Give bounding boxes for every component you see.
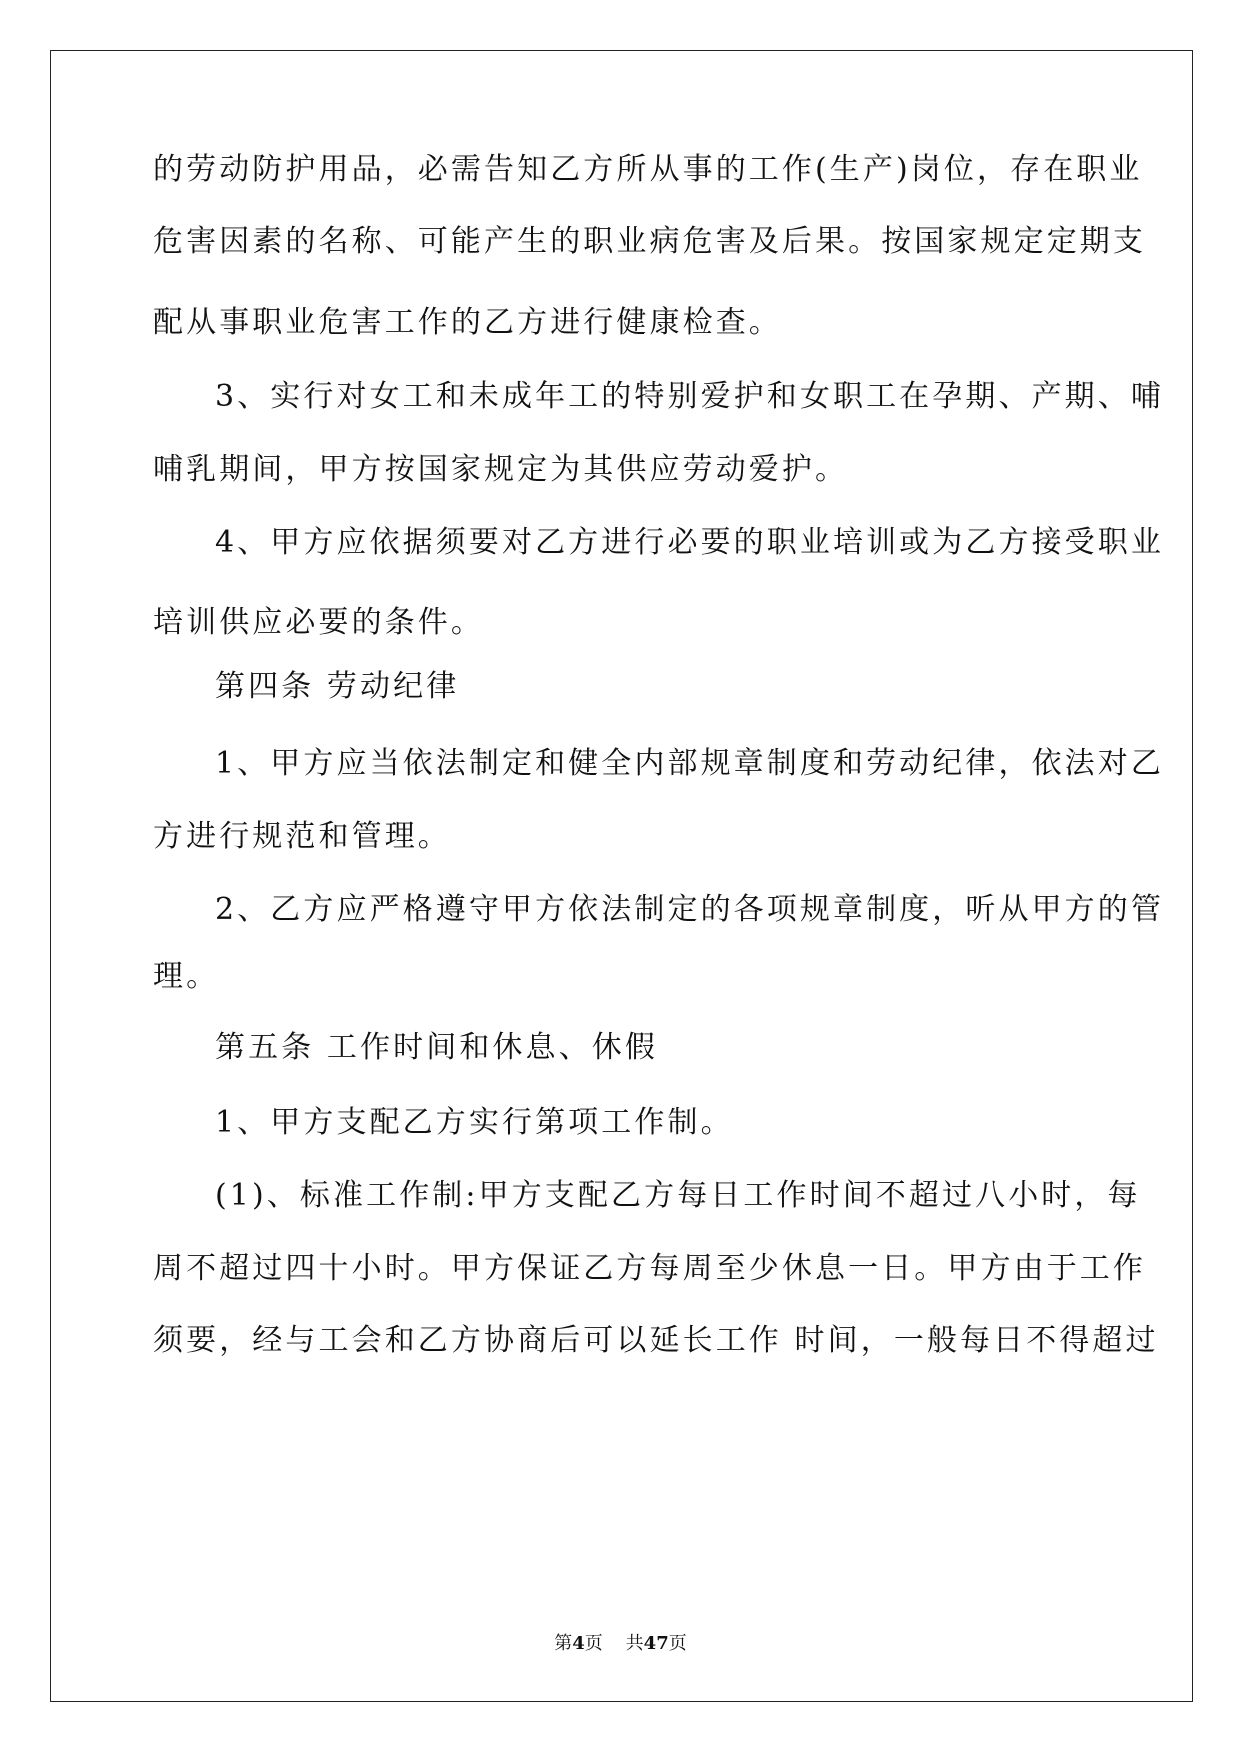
footer-total-suffix: 页 xyxy=(668,1633,687,1654)
text-line: 哺乳期间，甲方按国家规定为其供应劳动爱护。 xyxy=(153,452,849,487)
text-line: 1、甲方支配乙方实行第项工作制。 xyxy=(215,1105,734,1140)
text-line: 培训供应必要的条件。 xyxy=(153,605,484,640)
text-line: 配从事职业危害工作的乙方进行健康检查。 xyxy=(153,305,782,340)
current-page-number: 4 xyxy=(572,1633,585,1654)
text-line: 的劳动防护用品，必需告知乙方所从事的工作(生产)岗位，存在职业 xyxy=(153,152,1143,187)
text-line: (1)、标准工作制:甲方支配乙方每日工作时间不超过八小时，每 xyxy=(215,1178,1141,1213)
total-pages-number: 47 xyxy=(643,1633,669,1654)
footer-total-prefix: 共 xyxy=(625,1633,644,1654)
text-line: 1、甲方应当依法制定和健全内部规章制度和劳动纪律，依法对乙 xyxy=(215,746,1164,781)
page-footer xyxy=(0,1632,1241,1656)
text-line: 2、乙方应严格遵守甲方依法制定的各项规章制度，听从甲方的管 xyxy=(215,892,1164,927)
text-line: 4、甲方应依据须要对乙方进行必要的职业培训或为乙方接受职业 xyxy=(215,525,1164,560)
page-border xyxy=(50,50,1193,1702)
section-heading: 第四条 劳动纪律 xyxy=(215,669,460,704)
text-line: 危害因素的名称、可能产生的职业病危害及后果。按国家规定定期支 xyxy=(153,224,1146,259)
footer-prefix: 第 xyxy=(554,1633,573,1654)
footer-page-suffix: 页 xyxy=(584,1633,603,1654)
section-heading: 第五条 工作时间和休息、休假 xyxy=(215,1030,658,1065)
text-line: 须要，经与工会和乙方协商后可以延长工作 时间，一般每日不得超过 xyxy=(153,1323,1159,1358)
text-line: 3、实行对女工和未成年工的特别爱护和女职工在孕期、产期、哺 xyxy=(215,379,1164,414)
text-line: 理。 xyxy=(153,959,220,994)
text-line: 方进行规范和管理。 xyxy=(153,819,451,854)
text-line: 周不超过四十小时。甲方保证乙方每周至少休息一日。甲方由于工作 xyxy=(153,1251,1146,1286)
